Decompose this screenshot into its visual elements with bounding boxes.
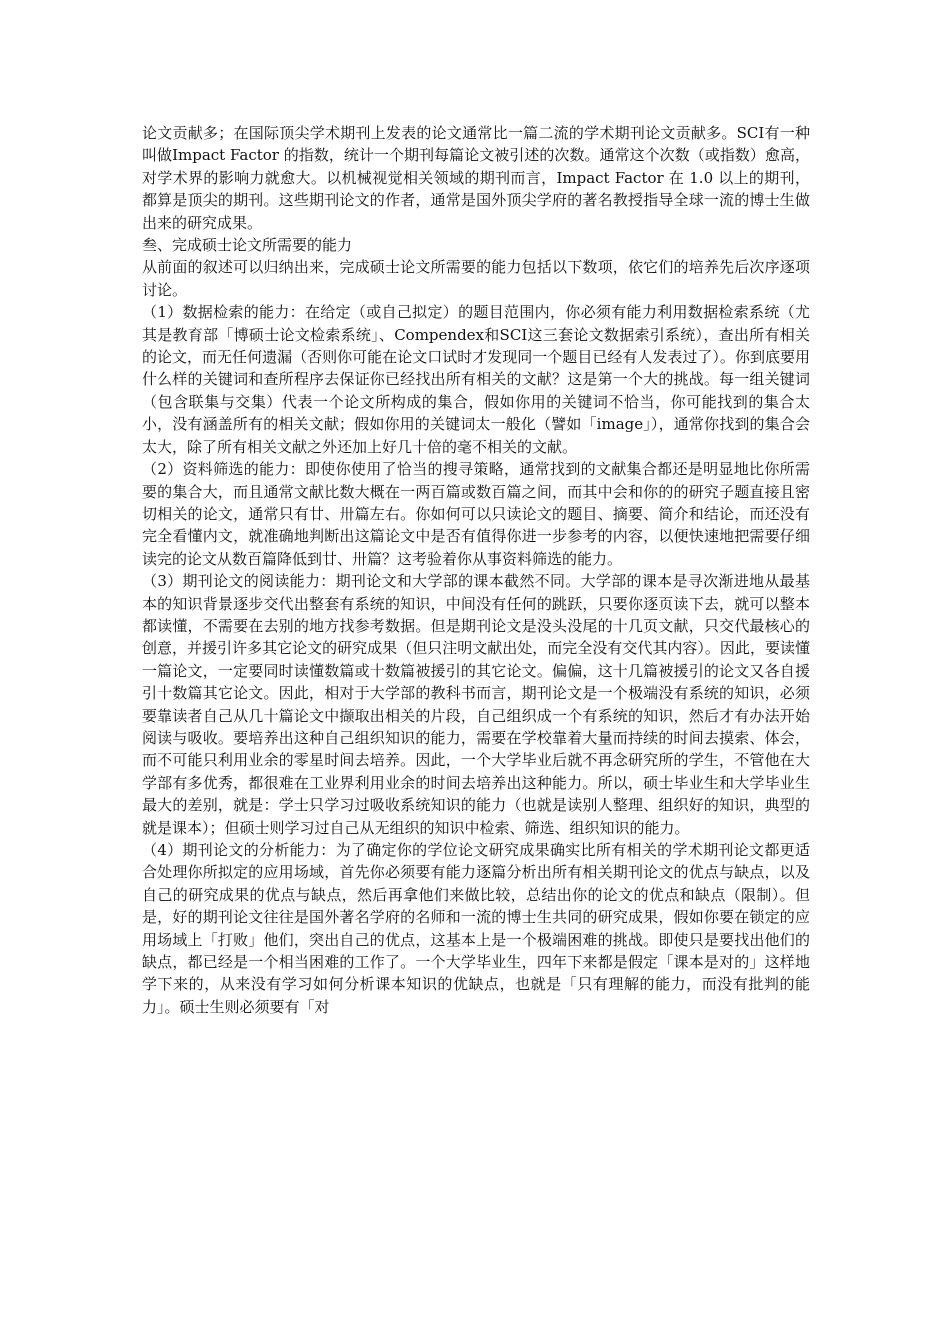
paragraph-intro: 从前面的叙述可以归纳出来，完成硕士论文所需要的能力包括以下数项，依它们的培养先后次序逐项讨论。 — [142, 258, 810, 299]
paragraph-data-screening: （2）资料筛选的能力：即使你使用了恰当的搜寻策略，通常找到的文献集合都还是明显地比你所需要的集合大，而且通常文献比数大概在一两百篇或数百篇之间，而其中会和你的的研究子题直接且密切相关的论文，通常只有廿、卅篇左右。你如何可以只读论文的题目、摘要、简介和结论，而还没有完全看懂内文，就准确地判断出这篇论文中是否有值得你进一步参考的内容，以便快速地把需要仔细读完的论文从数百篇降低到廿、卅篇？这考验着你从事资料筛选的能力。 — [142, 460, 810, 568]
document-page — [142, 122, 810, 1018]
paragraph-data-retrieval: （1）数据检索的能力：在给定（或自己拟定）的题目范围内，你必须有能力利用数据检索系统（尤其是教育部「博硕士论文检索系统」、Compendex和SCI这三套论文数据索引系统），查出所有相关的论文，而无任何遗漏（否则你可能在论文口试时才发现同一个题目已经有人发表过了）。你到底要用什么样的关键词和查所程序去保证你已经找出所有相关的文献？这是第一个大的挑战。每一组关键词（包含联集与交集）代表一个论文所构成的集合，假如你用的关键词不恰当，你可能找到的集合太小，没有涵盖所有的相关文献；假如你用的关键词太一般化（譬如「image」），通常你找到的集合会太大，除了所有相关文献之外还加上好几十倍的毫不相关的文献。 — [142, 303, 810, 456]
paragraph-reading-ability: （3）期刊论文的阅读能力：期刊论文和大学部的课本截然不同。大学部的课本是寻次渐进地从最基本的知识背景逐步交代出整套有系统的知识，中间没有任何的跳跃，只要你逐页读下去，就可以整本都读懂，不需要在去别的地方找参考数据。但是期刊论文是没头没尾的十几页文献，只交代最核心的创意，并援引许多其它论文的研究成果（但只注明文献出处，而完全没有交代其内容）。因此，要读懂一篇论文，一定要同时读懂数篇或十数篇被援引的其它论文。偏偏，这十几篇被援引的论文又各自援引十数篇其它论文。因此，相对于大学部的教科书而言，期刊论文是一个极端没有系统的知识，必须要靠读者自己从几十篇论文中撷取出相关的片段，自己组织成一个有系统的知识，然后才有办法开始阅读与吸收。要培养出这种自己组织知识的能力，需要在学校靠着大量而持续的时间去摸索、体会，而不可能只利用业余的零星时间去培养。因此，一个大学毕业后就不再念研究所的学生，不管他在大学部有多优秀，都很难在工业界利用业余的时间去培养出这种能力。所以，硕士毕业生和大学毕业生最大的差别，就是：学士只学习过吸收系统知识的能力（也就是读别人整理、组织好的知识，典型的就是课本）；但硕士则学习过自己从无组织的知识中检索、筛选、组织知识的能力。 — [142, 572, 810, 837]
section-heading: 叁、完成硕士论文所需要的能力 — [142, 236, 353, 255]
paragraph-contribution: 论文贡献多；在国际顶尖学术期刊上发表的论文通常比一篇二流的学术期刊论文贡献多。SCI有一种叫做Impact Factor 的指数，统计一个期刊每篇论文被引述的次数。通常这个次数（或指数）愈高，对学术界的影响力就愈大。以机械视觉相关领域的期刊而言，Impact Factor 在 1.0 以上的期刊，都算是顶尖的期刊。这些期刊论文的作者，通常是国外顶尖学府的著名教授指导全球一流的博士生做出来的研究成果。 — [142, 124, 810, 232]
paragraph-analysis-ability: （4）期刊论文的分析能力：为了确定你的学位论文研究成果确实比所有相关的学术期刊论文都更适合处理你所拟定的应用场域，首先你必须要有能力逐篇分析出所有相关期刊论文的优点与缺点，以及自己的研究成果的优点与缺点，然后再拿他们来做比较，总结出你的论文的优点和缺点（限制）。但是，好的期刊论文往往是国外著名学府的名师和一流的博士生共同的研究成果，假如你要在锁定的应用场域上「打败」他们，突出自己的优点，这基本上是一个极端困难的挑战。即使只是要找出他们的缺点，都已经是一个相当困难的工作了。一个大学毕业生，四年下来都是假定「课本是对的」这样地学下来的，从来没有学习如何分析课本知识的优缺点，也就是「只有理解的能力，而没有批判的能力」。硕士生则必须要有「对 — [142, 841, 810, 1016]
